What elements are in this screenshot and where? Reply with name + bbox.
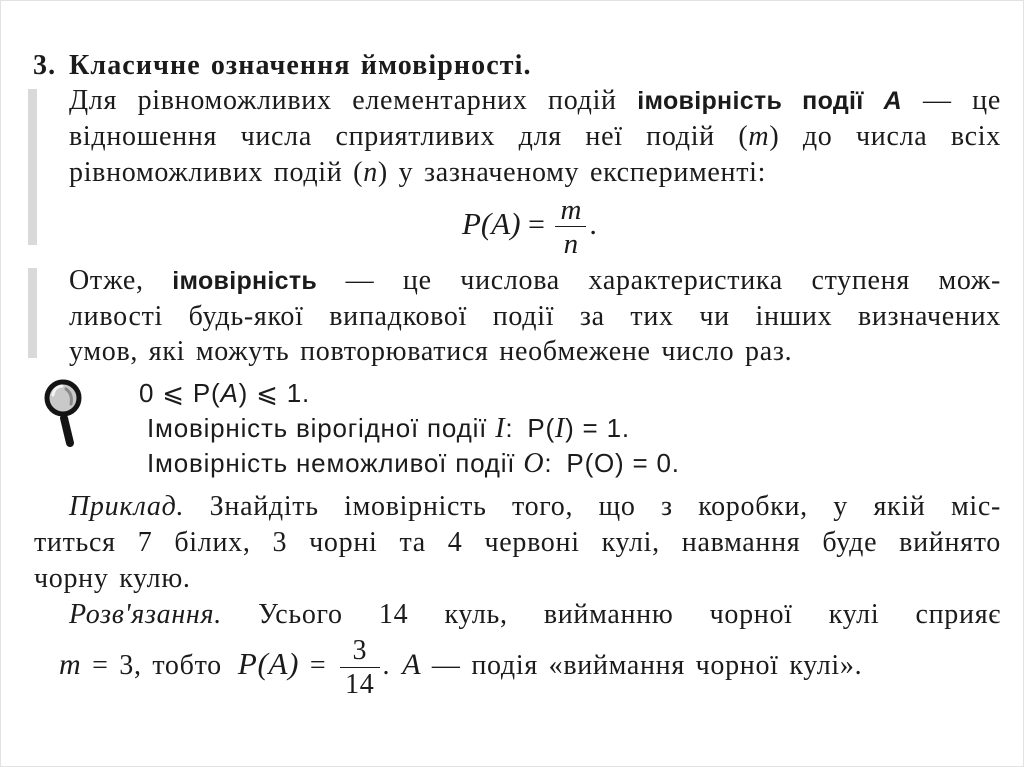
fraction-denominator: n [563, 228, 579, 261]
probability-range [139, 375, 310, 412]
solution-label: Розв'язання. [69, 599, 222, 630]
solution-period: . [382, 650, 391, 681]
definition-term-variable: A [883, 87, 903, 115]
solution-formula-equals: = [299, 650, 338, 681]
solution-line-2 [59, 632, 863, 700]
certain-formula-variable: I [554, 413, 566, 444]
definition-line-3 [69, 154, 1001, 191]
variable-m: m [748, 121, 770, 152]
summary-text: — це числова характеристика ступеня мож- [317, 265, 1001, 296]
example-line-2: титься 7 білих, 3 чорні та 4 червоні кулі, навмання буде вийнято [34, 527, 1001, 558]
variable-n: n [363, 157, 378, 188]
formula-equals: = [520, 208, 553, 241]
summary-text: Отже, [69, 265, 173, 296]
definition-text: ) до числа всіх [769, 121, 1001, 152]
definition-line-2 [69, 118, 1001, 155]
definition-text: Для рівноможливих елементарних подій [69, 85, 638, 116]
probability-formula [462, 191, 597, 261]
section-number: 3. [33, 50, 57, 81]
formula-lhs: P(A) [462, 206, 521, 241]
summary-line-2: ливості будь-якої випадкової події за тих чи інших визначених [69, 301, 1001, 332]
range-text: ) ⩽ 1. [238, 378, 311, 408]
section-heading [33, 47, 532, 84]
fraction-numerator: m [555, 196, 586, 227]
solution-text: = 3, тобто [81, 650, 222, 681]
range-text: 0 ⩽ P( [139, 378, 221, 408]
section-title: Класичне означення ймовірності. [69, 50, 532, 81]
definition-text: ) у зазначеному експерименті: [377, 157, 767, 188]
certain-event-probability [147, 410, 630, 447]
summary-side-bar [28, 268, 37, 358]
formula-period: . [589, 208, 597, 241]
impossible-event-colon: : [544, 448, 553, 478]
example-line-3: чорну кулю. [34, 563, 191, 594]
fraction-denominator: 14 [345, 668, 375, 700]
certain-event-variable: I [495, 413, 506, 444]
impossible-event-label: Імовірність неможливої події [147, 448, 524, 478]
certain-event-label: Імовірність вірогідної події [147, 413, 496, 443]
solution-variable-m: m [59, 648, 82, 681]
example-line-1 [69, 488, 1001, 525]
summary-line-1 [69, 262, 1001, 299]
certain-event-formula [527, 413, 630, 443]
magnifier-handle [64, 418, 70, 443]
example-label: Приклад. [69, 491, 185, 522]
solution-text: Усього 14 куль, вийманню чорної кулі сприяє [221, 599, 1001, 630]
definition-text: рівноможливих подій ( [69, 157, 364, 188]
formula-fraction [555, 194, 586, 261]
certain-formula-text: ) = 1. [565, 413, 630, 443]
range-variable: A [220, 378, 239, 408]
solution-event-variable: A [402, 648, 422, 681]
impossible-event-probability [147, 445, 680, 482]
certain-event-colon: : [505, 413, 514, 443]
solution-formula-lhs: P(A) [237, 646, 300, 681]
impossible-event-variable: O [523, 448, 545, 479]
magnifier-icon [41, 377, 89, 449]
example-text: Знайдіть імовірність того, що з коробки, у якій міс- [184, 491, 1001, 522]
definition-text: відношення числа сприятливих для неї подій ( [69, 121, 749, 152]
definition-text: — це [902, 85, 1001, 116]
summary-line-3: умов, які можуть повторюватися необмежене число раз. [69, 336, 793, 367]
definition-side-bar [28, 89, 37, 245]
certain-formula-text: P( [527, 413, 555, 443]
definition-term: імовірність події [637, 87, 884, 115]
solution-event-text: — подія «виймання чорної кулі». [421, 650, 863, 681]
fraction-numerator: 3 [340, 637, 379, 668]
summary-term: імовірність [172, 267, 318, 295]
impossible-event-formula: P(O) = 0. [566, 448, 680, 478]
solution-fraction [340, 634, 379, 700]
definition-line-1 [69, 82, 1001, 119]
solution-line-1 [69, 596, 1001, 633]
